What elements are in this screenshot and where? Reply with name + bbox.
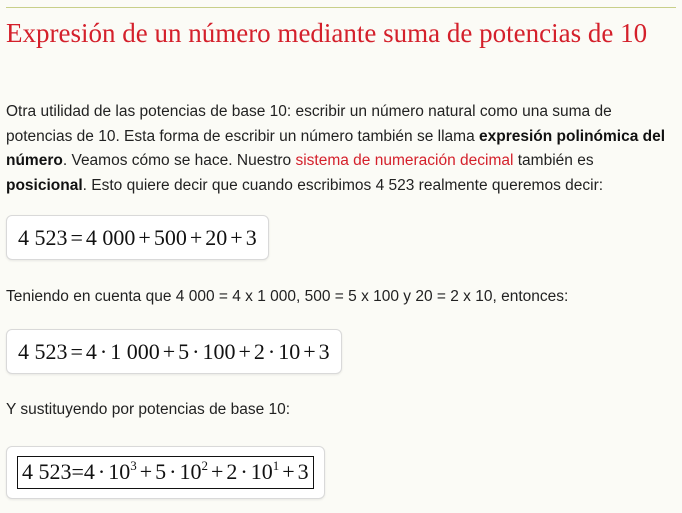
explanation-paragraph: Teniendo en cuenta que 4 000 = 4 x 1 000, 500 = 5 x 100 y 20 = 2 x 10, entonces: (6, 288, 569, 305)
bold-term-posicional: posicional (6, 176, 83, 194)
substitution-paragraph: Y sustituyendo por potencias de base 10: (6, 401, 291, 418)
formula-powers-of-ten (6, 446, 325, 499)
formula-expanded-sum: 4 523 = 4 000 + 500 + 20 + 3 (6, 215, 269, 260)
formula-products: 4 523 = 4 · 1 000 + 5 · 100 + 2 · 10 + 3 (6, 329, 342, 374)
top-divider (6, 7, 676, 8)
boxed-formula: 4 $523=4 \cdot 10^3 + 5 \cdot 10^2 + 2 \cdot 10^1 + 3$ (17, 456, 314, 489)
link-sistema-de-numeracion-decimal[interactable]: sistema de numeración decimal (295, 152, 514, 169)
bold-term-expresion-polinomica: expresión polinómica del número (6, 127, 666, 169)
intro-paragraph: Otra utilidad de las potencias de base 10: escribir un número natural como una suma de potencias de 10. Esta forma de escribir un número también se llama expresión polinómica del número. Veamos cómo se hace. Nuestro sistema de numeración decimal también es posicional. Esto quiere decir que cuando escribimos 4 523 realmente queremos decir: (6, 103, 666, 194)
section-heading: Expresión de un número mediante suma de potencias de 10 (6, 18, 648, 48)
